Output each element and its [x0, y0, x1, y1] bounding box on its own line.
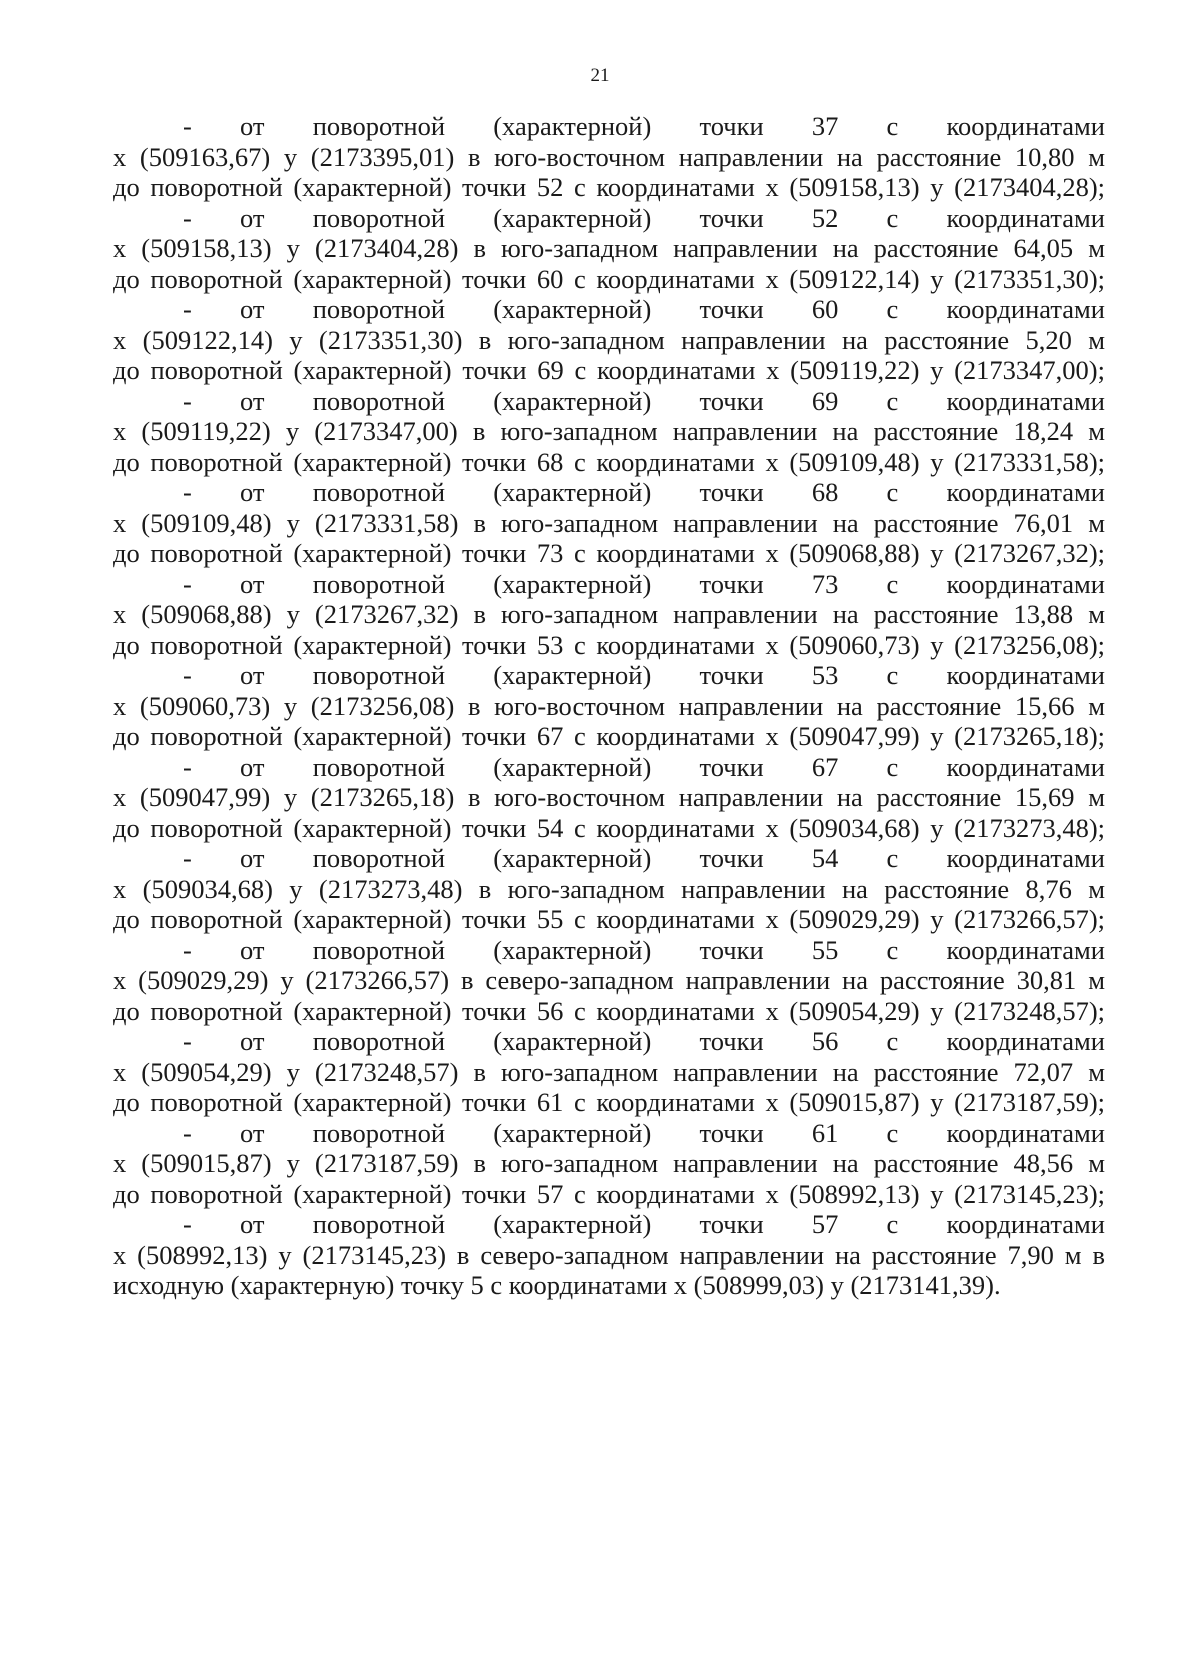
segment-word: с: [886, 568, 899, 599]
segment-word: от: [240, 1026, 265, 1056]
segment-first-line: [113, 569, 1105, 600]
segment-target-line: до поворотной (характерной) точки 61 с координатами x (509015,87) у (2173187,59);: [113, 1087, 1105, 1117]
boundary-segment-paragraph: [113, 752, 1105, 844]
segment-target-line: до поворотной (характерной) точки 73 с координатами x (509068,88) у (2173267,32);: [113, 538, 1105, 568]
segment-word: от: [240, 1117, 265, 1148]
segment-word: (характерной): [493, 568, 652, 599]
segment-word: точки: [699, 934, 764, 965]
segment-first-line: [113, 203, 1105, 234]
segment-word: -: [183, 751, 192, 782]
boundary-segment-paragraph: [113, 386, 1105, 478]
segment-word: (характерной): [493, 202, 652, 233]
segment-word: координатами: [946, 477, 1105, 507]
segment-word: точки: [699, 477, 764, 507]
boundary-segment-paragraph: [113, 935, 1105, 1027]
segment-word: поворотной: [312, 751, 446, 782]
segment-word: -: [183, 1117, 192, 1148]
segment-word: (характерной): [493, 1209, 652, 1239]
segment-word: координатами: [946, 1209, 1105, 1239]
segment-word: точки: [699, 1117, 764, 1148]
segment-first-line: [113, 386, 1105, 417]
boundary-segment-paragraph: [113, 203, 1105, 295]
segment-first-line: [113, 752, 1105, 783]
segment-word: поворотной: [312, 1117, 446, 1148]
segment-word: от: [240, 934, 265, 965]
segment-word: с: [886, 1209, 899, 1239]
segment-word: (характерной): [493, 294, 652, 324]
segment-word: поворотной: [312, 111, 446, 141]
segment-word: с: [886, 294, 899, 324]
segment-word: координатами: [946, 751, 1105, 782]
segment-word: -: [183, 1026, 192, 1056]
segment-word: от: [240, 202, 265, 233]
segment-word: точки: [699, 843, 764, 873]
segment-word: координатами: [946, 1026, 1105, 1056]
segment-first-line: [113, 111, 1105, 142]
segment-word: -: [183, 385, 192, 416]
segment-word: -: [183, 202, 192, 233]
segment-word: (характерной): [493, 1026, 652, 1056]
page-number: 21: [590, 65, 610, 86]
segment-word: от: [240, 477, 265, 507]
segment-target-line: до поворотной (характерной) точки 68 с координатами x (509109,48) у (2173331,58);: [113, 446, 1105, 477]
segment-word: координатами: [946, 568, 1105, 599]
segment-word: точки: [699, 202, 764, 233]
segment-first-line: [113, 843, 1105, 874]
segment-word: (характерной): [493, 751, 652, 782]
document-body: [113, 111, 1105, 1301]
segment-word: (характерной): [493, 385, 652, 416]
segment-word: -: [183, 477, 192, 507]
segment-word: -: [183, 1209, 192, 1239]
segment-word: -: [183, 934, 192, 965]
segment-word: координатами: [946, 843, 1105, 873]
point-number: 69: [811, 385, 839, 416]
segment-word: поворотной: [312, 934, 446, 965]
segment-word: точки: [699, 568, 764, 599]
boundary-segment-paragraph: [113, 1118, 1105, 1210]
point-number: 56: [811, 1026, 839, 1056]
point-number: 73: [811, 568, 839, 599]
segment-word: (характерной): [493, 843, 652, 873]
segment-word: поворотной: [312, 1209, 446, 1239]
point-number: 37: [811, 111, 839, 141]
segment-first-line: [113, 477, 1105, 508]
segment-target-line: исходную (характерную) точку 5 с координатами x (508999,03) у (2173141,39).: [113, 1270, 1001, 1300]
segment-word: с: [886, 111, 899, 141]
segment-word: (характерной): [493, 477, 652, 507]
segment-word: точки: [699, 1209, 764, 1239]
segment-first-line: [113, 660, 1105, 691]
segment-word: (характерной): [493, 1117, 652, 1148]
boundary-segment-paragraph: [113, 111, 1105, 203]
segment-word: поворотной: [312, 294, 446, 324]
segment-word: точки: [699, 294, 764, 324]
segment-coordinates-line: x (509047,99) у (2173265,18) в юго-восточном направлении на расстояние 15,69 м: [113, 782, 1105, 812]
segment-word: от: [240, 751, 265, 782]
boundary-segment-paragraph: [113, 843, 1105, 935]
segment-word: координатами: [946, 385, 1105, 416]
segment-first-line: [113, 935, 1105, 966]
segment-coordinates-line: x (509122,14) у (2173351,30) в юго-западном направлении на расстояние 5,20 м: [113, 324, 1105, 355]
point-number: 57: [811, 1209, 839, 1239]
segment-word: точки: [699, 111, 764, 141]
segment-word: (характерной): [493, 934, 652, 965]
segment-target-line: до поворотной (характерной) точки 55 с координатами x (509029,29) у (2173266,57);: [113, 904, 1105, 934]
segment-word: координатами: [946, 934, 1105, 965]
segment-coordinates-line: x (509054,29) у (2173248,57) в юго-западном направлении на расстояние 72,07 м: [113, 1056, 1105, 1087]
point-number: 54: [811, 843, 839, 873]
segment-word: с: [886, 751, 899, 782]
segment-word: поворотной: [312, 660, 446, 690]
segment-coordinates-line: x (509015,87) у (2173187,59) в юго-западном направлении на расстояние 48,56 м: [113, 1148, 1105, 1178]
segment-word: поворотной: [312, 477, 446, 507]
segment-word: с: [886, 385, 899, 416]
segment-target-line: до поворотной (характерной) точки 53 с координатами x (509060,73) у (2173256,08);: [113, 629, 1105, 660]
segment-word: -: [183, 660, 192, 690]
segment-word: с: [886, 934, 899, 965]
segment-target-line: до поворотной (характерной) точки 54 с координатами x (509034,68) у (2173273,48);: [113, 812, 1105, 843]
segment-word: поворотной: [312, 1026, 446, 1056]
segment-word: от: [240, 1209, 265, 1239]
boundary-segment-paragraph: [113, 569, 1105, 661]
segment-word: поворотной: [312, 843, 446, 873]
segment-target-line: до поворотной (характерной) точки 56 с координатами x (509054,29) у (2173248,57);: [113, 995, 1105, 1026]
segment-word: от: [240, 660, 265, 690]
segment-word: (характерной): [493, 660, 652, 690]
segment-word: координатами: [946, 111, 1105, 141]
segment-word: -: [183, 568, 192, 599]
boundary-segment-paragraph: [113, 294, 1105, 386]
segment-word: координатами: [946, 1117, 1105, 1148]
segment-coordinates-line: x (509158,13) у (2173404,28) в юго-западном направлении на расстояние 64,05 м: [113, 233, 1105, 263]
segment-coordinates-line: x (509034,68) у (2173273,48) в юго-западном направлении на расстояние 8,76 м: [113, 873, 1105, 904]
segment-target-line: до поворотной (характерной) точки 52 с координатами x (509158,13) у (2173404,28);: [113, 172, 1105, 202]
segment-word: точки: [699, 385, 764, 416]
segment-coordinates-line: x (509029,29) у (2173266,57) в северо-западном направлении на расстояние 30,81 м: [113, 965, 1105, 995]
point-number: 52: [811, 202, 839, 233]
segment-word: с: [886, 202, 899, 233]
segment-word: с: [886, 1026, 899, 1056]
segment-coordinates-line: x (509068,88) у (2173267,32) в юго-западном направлении на расстояние 13,88 м: [113, 599, 1105, 629]
boundary-segment-paragraph: [113, 660, 1105, 752]
segment-target-line: до поворотной (характерной) точки 60 с координатами x (509122,14) у (2173351,30);: [113, 263, 1105, 294]
point-number: 53: [811, 660, 839, 690]
segment-word: с: [886, 477, 899, 507]
segment-word: от: [240, 111, 265, 141]
boundary-segment-paragraph: [113, 1026, 1105, 1118]
segment-first-line: [113, 1026, 1105, 1057]
segment-word: поворотной: [312, 385, 446, 416]
segment-coordinates-line: x (509060,73) у (2173256,08) в юго-восточном направлении на расстояние 15,66 м: [113, 690, 1105, 721]
segment-word: от: [240, 843, 265, 873]
segment-first-line: [113, 294, 1105, 325]
segment-word: от: [240, 385, 265, 416]
boundary-segment-paragraph: [113, 477, 1105, 569]
point-number: 68: [811, 477, 839, 507]
segment-word: -: [183, 111, 192, 141]
segment-target-line: до поворотной (характерной) точки 69 с координатами x (509119,22) у (2173347,00);: [113, 355, 1105, 385]
segment-first-line: [113, 1209, 1105, 1240]
segment-word: координатами: [946, 294, 1105, 324]
segment-target-line: до поворотной (характерной) точки 57 с координатами x (508992,13) у (2173145,23);: [113, 1178, 1105, 1209]
point-number: 67: [811, 751, 839, 782]
segment-word: -: [183, 294, 192, 324]
point-number: 55: [811, 934, 839, 965]
segment-word: (характерной): [493, 111, 652, 141]
segment-word: координатами: [946, 202, 1105, 233]
segment-word: с: [886, 1117, 899, 1148]
segment-coordinates-line: x (509163,67) у (2173395,01) в юго-восточном направлении на расстояние 10,80 м: [113, 141, 1105, 172]
segment-word: точки: [699, 1026, 764, 1056]
segment-word: координатами: [946, 660, 1105, 690]
segment-target-line: до поворотной (характерной) точки 67 с координатами x (509047,99) у (2173265,18);: [113, 721, 1105, 751]
segment-first-line: [113, 1118, 1105, 1149]
segment-word: с: [886, 660, 899, 690]
segment-word: с: [886, 843, 899, 873]
segment-word: от: [240, 568, 265, 599]
segment-word: поворотной: [312, 202, 446, 233]
segment-word: от: [240, 294, 265, 324]
segment-word: точки: [699, 751, 764, 782]
point-number: 60: [811, 294, 839, 324]
boundary-segment-paragraph: [113, 1209, 1105, 1301]
segment-word: -: [183, 843, 192, 873]
segment-word: поворотной: [312, 568, 446, 599]
point-number: 61: [811, 1117, 839, 1148]
segment-coordinates-line: x (509119,22) у (2173347,00) в юго-западном направлении на расстояние 18,24 м: [113, 416, 1105, 446]
segment-word: точки: [699, 660, 764, 690]
segment-coordinates-line: x (509109,48) у (2173331,58) в юго-западном направлении на расстояние 76,01 м: [113, 507, 1105, 538]
segment-coordinates-line: x (508992,13) у (2173145,23) в северо-западном направлении на расстояние 7,90 м в: [113, 1239, 1105, 1270]
